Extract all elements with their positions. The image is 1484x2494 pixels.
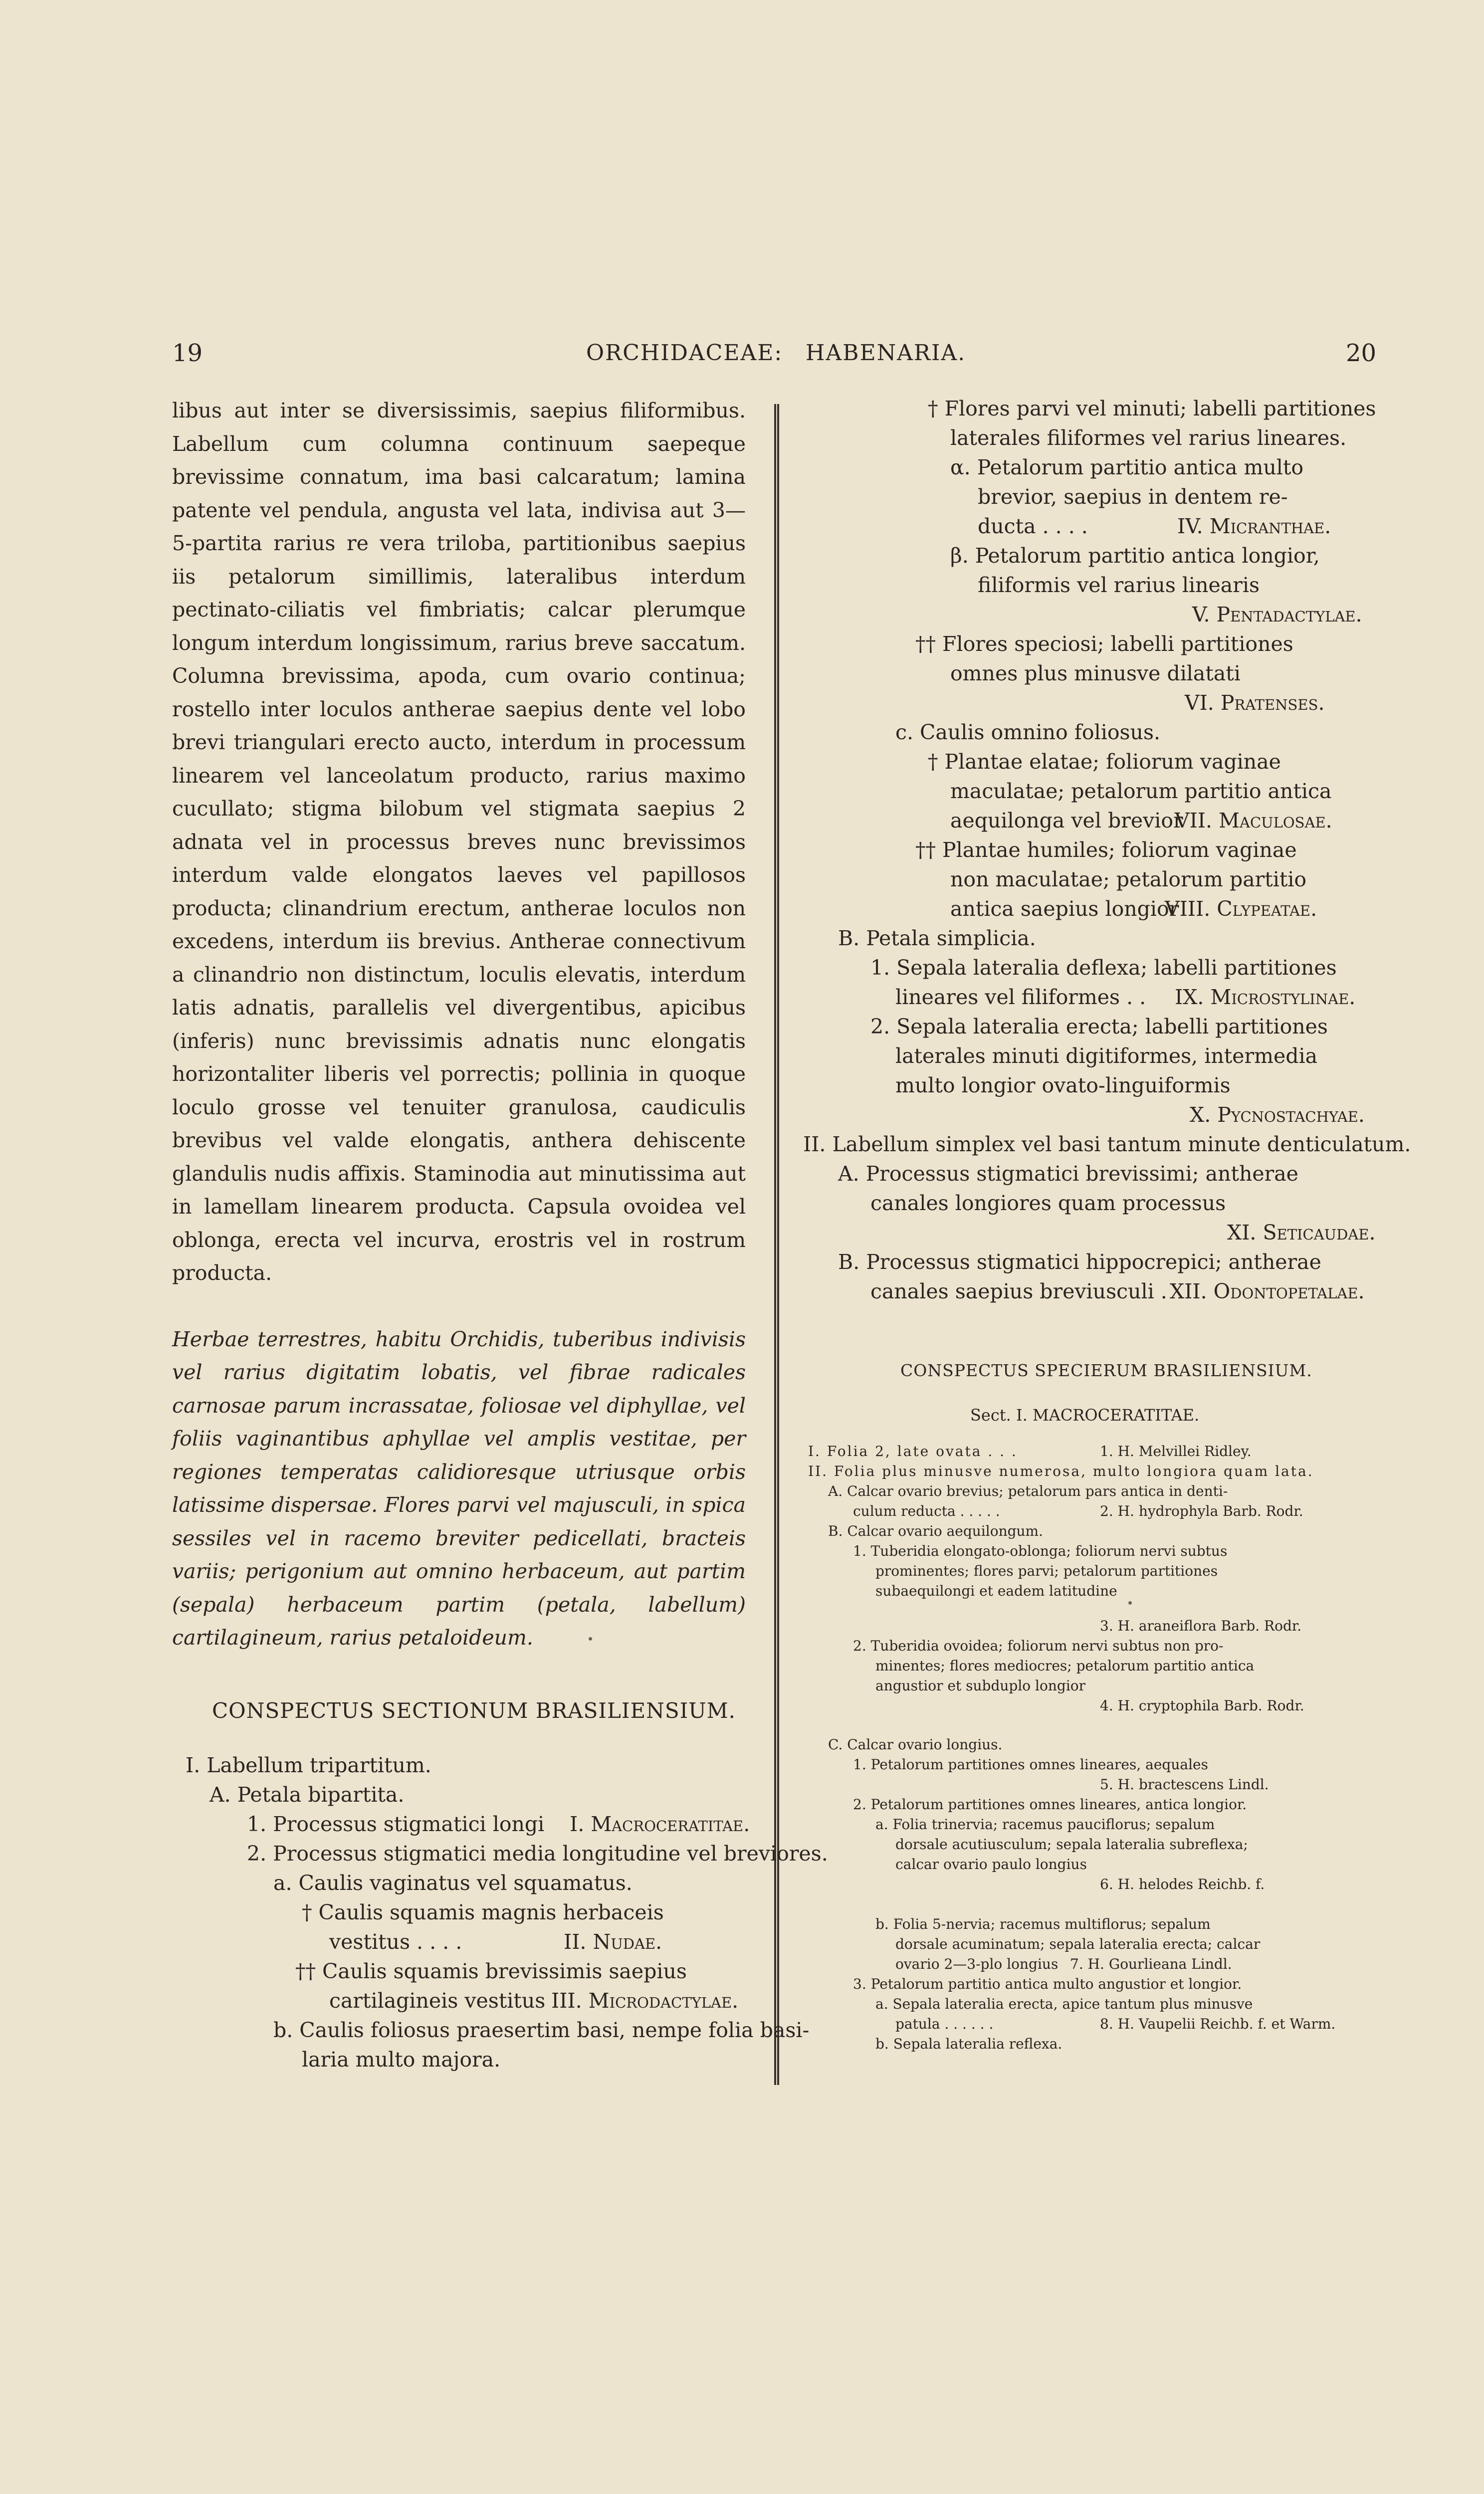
species-key-line: ovario 2—3-plo longius — [895, 1956, 1059, 1972]
key-line: b. Caulis foliosus praesertim basi, nempe folia basi- — [273, 2018, 810, 2042]
species-key-line: subaequilongi et eadem latitudine — [875, 1583, 1117, 1599]
section-name: I. Macroceratitae. — [570, 1812, 750, 1836]
species-section-heading: Sect. I. MACROCERATITAE. — [970, 1406, 1200, 1425]
key-line: 1. Processus stigmatici longi — [247, 1812, 545, 1836]
species-key-line: a. Sepala lateralia erecta, apice tantum plus minusve — [875, 1996, 1253, 2012]
species-name: 5. H. bractescens Lindl. — [1100, 1776, 1269, 1793]
species-key-line: culum reducta . . . . . — [853, 1503, 1000, 1519]
key-line: ducta . . . . — [978, 514, 1088, 538]
section-name: IX. Microstylinae. — [1175, 985, 1356, 1009]
key-line: B. Petala simplicia. — [838, 926, 1036, 950]
species-key-line: 2. Tuberidia ovoidea; foliorum nervi subtus non pro- — [853, 1638, 1224, 1654]
species-key-line: b. Folia 5-nervia; racemus multiflorus; sepalum — [875, 1916, 1211, 1932]
key-line: † Flores parvi vel minuti; labelli partitiones — [928, 397, 1376, 420]
running-head-left: ORCHIDACEAE: — [586, 340, 783, 366]
key-line: † Plantae elatae; foliorum vaginae — [928, 750, 1281, 774]
key-line: 2. Sepala lateralia erecta; labelli partitiones — [870, 1015, 1328, 1039]
section-name: XI. Seticaudae. — [1227, 1221, 1376, 1245]
genus-description: libus aut inter se diversissimis, saepius filiformibus. Labellum cum columna continuum saepeque brevissime connatum, ima basi calcaratum; lamina patente vel pendula, angusta vel lata, indivisa aut 3—5-partita rarius re vera triloba, partitionibus saepius iis petalorum simillimis, lateralibus interdum pectinato-ciliatis vel fimbriatis; calcar plerumque longum interdum longissimum, rarius breve saccatum. Columna brevissima, apoda, cum ovario continua; rostello inter loculos antherae saepius dente vel lobo brevi triangulari erecto aucto, interdum in processum linearem vel lanceolatum producto, rarius maximo cucullato; stigma bilobum vel stigmata saepius 2 adnata vel in processus breves nunc brevissimos interdum valde elongatos laeves vel papillosos producta; clinandrium erectum, antherae loculos non excedens, interdum iis brevius. Antherae connectivum a clinandrio non distinctum, loculis elevatis, interdum latis adnatis, parallelis vel divergentibus, apicibus (inferis) nunc brevissimis adnatis nunc elongatis horizontaliter liberis vel porrectis; pollinia in quoque loculo grosse vel tenuiter granulosa, caudiculis brevibus vel valde elongatis, anthera dehiscente glandulis nudis affixis. Staminodia aut minutissima aut in lamellam linearem producta. Capsula ovoidea vel oblonga, erecta vel incurva, erostris vel in rostrum producta. — [172, 399, 746, 1285]
species-name: 1. H. Melvillei Ridley. — [1100, 1443, 1252, 1459]
key-line: lineares vel filiformes . . — [895, 985, 1146, 1009]
running-head-right: HABENARIA. — [806, 340, 966, 366]
key-line: omnes plus minusve dilatati — [950, 661, 1241, 685]
key-line: B. Processus stigmatici hippocrepici; antherae — [838, 1250, 1321, 1274]
species-name: 3. H. araneiflora Barb. Rodr. — [1100, 1618, 1302, 1634]
key-line: II. Labellum simplex vel basi tantum minute denticulatum. — [803, 1132, 1411, 1156]
key-line: laterales minuti digitiformes, intermedia — [895, 1044, 1318, 1068]
ink-speck — [589, 1637, 592, 1641]
key-line: †† Plantae humiles; foliorum vaginae — [915, 838, 1297, 862]
key-line: †† Caulis squamis brevissimis saepius — [295, 1959, 687, 1983]
key-line: 2. Processus stigmatici media longitudine vel breviores. — [247, 1842, 828, 1866]
section-name: XII. Odontopetalae. — [1170, 1279, 1365, 1303]
species-key-line: 2. Petalorum partitiones omnes lineares, antica longior. — [853, 1796, 1247, 1813]
left-column-text — [172, 394, 746, 1655]
section-name: X. Pycnostachyae. — [1190, 1103, 1365, 1127]
key-line: laria multo majora. — [302, 2048, 501, 2072]
species-key-line: patula . . . . . . — [895, 2016, 994, 2032]
species-key-line: prominentes; flores parvi; petalorum partitiones — [875, 1563, 1218, 1579]
species-name: 8. H. Vaupelii Reichb. f. et Warm. — [1100, 2016, 1336, 2032]
key-line: maculatae; petalorum partitio antica — [950, 779, 1332, 803]
key-line: I. Labellum tripartitum. — [186, 1753, 431, 1777]
section-name: VII. Maculosae. — [1175, 809, 1332, 832]
species-name: 6. H. helodes Reichb. f. — [1100, 1876, 1265, 1892]
section-name: VIII. Clypeatae. — [1165, 897, 1317, 921]
column-divider — [774, 404, 779, 2085]
species-key-line: angustior et subduplo longior — [875, 1677, 1086, 1694]
species-key-line: minentes; flores mediocres; petalorum partitio antica — [875, 1658, 1255, 1674]
page-number-right: 20 — [1346, 339, 1377, 367]
key-line: multo longior ovato-linguiformis — [895, 1073, 1231, 1097]
key-line: c. Caulis omnino foliosus. — [895, 720, 1161, 744]
page-number-left: 19 — [172, 339, 203, 367]
section-name: IV. Micranthae. — [1177, 514, 1331, 538]
key-line: a. Caulis vaginatus vel squamatus. — [273, 1871, 633, 1895]
key-line: A. Petala bipartita. — [210, 1783, 405, 1807]
key-line: cartilagineis vestitus — [329, 1989, 546, 2013]
species-key-line: calcar ovario paulo longius — [895, 1856, 1087, 1872]
species-key-line: 1. Tuberidia elongato-oblonga; foliorum nervi subtus — [853, 1543, 1228, 1559]
key-line: canales saepius breviusculi . — [870, 1279, 1167, 1303]
key-line: A. Processus stigmatici brevissimi; antherae — [838, 1162, 1298, 1186]
key-line: filiformis vel rarius linearis — [978, 573, 1260, 597]
species-title: CONSPECTUS SPECIERUM BRASILIENSIUM. — [900, 1361, 1312, 1380]
section-name: III. Microdactylae. — [551, 1989, 739, 2013]
species-key-line: dorsale acutiusculum; sepala lateralia subreflexa; — [895, 1836, 1248, 1853]
species-key-line: b. Sepala lateralia reflexa. — [875, 2036, 1062, 2052]
species-key-line: I. Folia 2, late ovata . . . — [808, 1443, 1018, 1459]
key-line: †† Flores speciosi; labelli partitiones — [915, 632, 1293, 656]
ink-speck — [1128, 1601, 1132, 1605]
key-line: † Caulis squamis magnis herbaceis — [302, 1900, 664, 1924]
species-key-line: C. Calcar ovario longius. — [828, 1736, 1003, 1753]
key-line: aequilonga vel brevior — [950, 809, 1183, 832]
section-name: II. Nudae. — [564, 1930, 662, 1954]
species-key-line: dorsale acuminatum; sepala lateralia erecta; calcar — [895, 1936, 1261, 1952]
species-key-line: 3. Petalorum partitio antica multo angustior et longior. — [853, 1976, 1242, 1992]
species-key-line: A. Calcar ovario brevius; petalorum pars antica in denti- — [828, 1483, 1228, 1499]
key-line: 1. Sepala lateralia deflexa; labelli partitiones — [870, 956, 1337, 980]
species-name: 4. H. cryptophila Barb. Rodr. — [1100, 1697, 1304, 1714]
species-key-line: a. Folia trinervia; racemus pauciflorus; sepalum — [875, 1816, 1215, 1833]
species-name: 7. H. Gourlieana Lindl. — [1070, 1956, 1232, 1972]
sections-title: CONSPECTUS SECTIONUM BRASILIENSIUM. — [212, 1698, 736, 1723]
key-line: vestitus . . . . — [329, 1930, 462, 1954]
section-name: VI. Pratenses. — [1185, 691, 1325, 715]
key-line: brevior, saepius in dentem re- — [978, 485, 1288, 509]
key-line: laterales filiformes vel rarius lineares. — [950, 426, 1347, 450]
key-line: β. Petalorum partitio antica longior, — [950, 544, 1320, 568]
key-line: non maculatae; petalorum partitio — [950, 867, 1307, 891]
species-name: 2. H. hydrophyla Barb. Rodr. — [1100, 1503, 1303, 1519]
key-line: canales longiores quam processus — [870, 1191, 1226, 1215]
key-line: α. Petalorum partitio antica multo — [950, 455, 1304, 479]
habitat-description: Herbae terrestres, habitu Orchidis, tuberibus indivisis vel rarius digitatim lobatis, vel fibrae radicales carnosae parum incrassatae, foliosae vel diphyllae, vel foliis vaginantibus aphyllae vel amplis vestitae, per regiones temperatas calidioresque utriusque orbis latissime dispersae. Flores parvi vel majusculi, in spica sessiles vel in racemo breviter pedicellati, bracteis variis; perigonium aut omnino herbaceum, aut partim (sepala) herbaceum partim (petala, labellum) cartilagineum, rarius petaloideum. — [172, 1327, 746, 1650]
species-key-line: 1. Petalorum partitiones omnes lineares, aequales — [853, 1756, 1208, 1773]
species-key-line: II. Folia plus minusve numerosa, multo longiora quam lata. — [808, 1463, 1314, 1479]
section-name: V. Pentadactylae. — [1192, 603, 1362, 626]
species-key-line: B. Calcar ovario aequilongum. — [828, 1523, 1044, 1539]
key-line: antica saepius longior — [950, 897, 1179, 921]
